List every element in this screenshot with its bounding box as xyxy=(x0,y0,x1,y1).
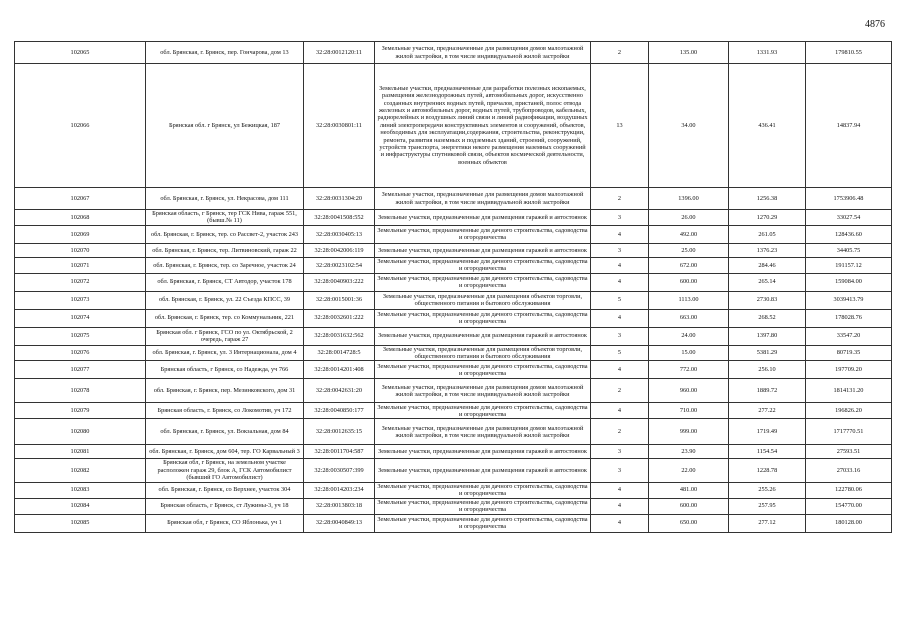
cadastral-number: 32:28:0040849:13 xyxy=(304,514,375,532)
address: Брянская обл. г Брянск, ул Бежицкая, 187 xyxy=(146,64,304,188)
land-use-description: Земельные участки, предназначенные для дачного строительства, садоводства и огородничества xyxy=(375,498,591,514)
land-use-description: Земельные участки, предназначенные для размещения гаражей и автостоянок xyxy=(375,445,591,459)
row-id: 102085 xyxy=(15,514,146,532)
cadastral-number: 32:28:0012635:15 xyxy=(304,419,375,445)
table-row xyxy=(15,361,892,379)
table-row xyxy=(15,309,892,327)
area: 25.00 xyxy=(649,243,729,257)
area: 600.00 xyxy=(649,498,729,514)
address: обл. Брянская, г. Брянск, дом 604, тер. ГО Карвальный 3 xyxy=(146,445,304,459)
row-id: 102083 xyxy=(15,482,146,498)
use-group: 3 xyxy=(591,445,649,459)
table-row xyxy=(15,403,892,419)
land-use-description: Земельные участки, предназначенные для размещения гаражей и автостоянок xyxy=(375,243,591,257)
cadastral-number: 32:28:0030405:13 xyxy=(304,225,375,243)
land-use-description: Земельные участки, предназначенные для размещения домов малоэтажной жилой застройки, в том числе индивидуальной жилой застройки xyxy=(375,42,591,64)
cadastral-value: 179810.55 xyxy=(806,42,892,64)
specific-value: 277.12 xyxy=(729,514,806,532)
use-group: 4 xyxy=(591,482,649,498)
cadastral-value: 178028.76 xyxy=(806,309,892,327)
specific-value: 1331.93 xyxy=(729,42,806,64)
cadastral-value: 34405.75 xyxy=(806,243,892,257)
use-group: 5 xyxy=(591,345,649,361)
area: 24.00 xyxy=(649,327,729,345)
area: 650.00 xyxy=(649,514,729,532)
use-group: 2 xyxy=(591,188,649,210)
row-id: 102065 xyxy=(15,42,146,64)
cadastral-value: 197709.20 xyxy=(806,361,892,379)
address: обл. Брянская, г. Брянск, пер. Гончарова, дом 13 xyxy=(146,42,304,64)
area: 15.00 xyxy=(649,345,729,361)
row-id: 102082 xyxy=(15,459,146,482)
address: обл. Брянская, г. Брянск, ул. Вокзальная, дом 84 xyxy=(146,419,304,445)
address: обл. Брянская, г. Брянск, тер. со Заречное, участок 24 xyxy=(146,257,304,273)
specific-value: 1154.54 xyxy=(729,445,806,459)
specific-value: 255.26 xyxy=(729,482,806,498)
cadastral-value: 1717770.51 xyxy=(806,419,892,445)
use-group: 3 xyxy=(591,459,649,482)
use-group: 4 xyxy=(591,498,649,514)
address: обл. Брянская, г. Брянск, ул. 3 Интернационала, дом 4 xyxy=(146,345,304,361)
land-use-description: Земельные участки, предназначенные для размещения гаражей и автостоянок xyxy=(375,459,591,482)
cadastral-number: 32:28:0014201:408 xyxy=(304,361,375,379)
specific-value: 265.14 xyxy=(729,273,806,291)
area: 23.90 xyxy=(649,445,729,459)
table-row xyxy=(15,210,892,226)
cadastral-number: 32:28:0014728:5 xyxy=(304,345,375,361)
row-id: 102072 xyxy=(15,273,146,291)
cadastral-value: 122780.06 xyxy=(806,482,892,498)
table-row xyxy=(15,445,892,459)
cadastral-value: 33547.20 xyxy=(806,327,892,345)
land-use-description: Земельные участки, предназначенные для дачного строительства, садоводства и огородничества xyxy=(375,273,591,291)
land-use-description: Земельные участки, предназначенные для размещения домов малоэтажной жилой застройки, в том числе индивидуальной жилой застройки xyxy=(375,419,591,445)
specific-value: 256.10 xyxy=(729,361,806,379)
specific-value: 1889.72 xyxy=(729,379,806,403)
cadastral-number: 32:28:0040850:177 xyxy=(304,403,375,419)
table-row xyxy=(15,64,892,188)
page-number: 4876 xyxy=(865,19,885,30)
cadastral-value: 3039413.79 xyxy=(806,291,892,309)
cadastral-number: 32:28:0030507:399 xyxy=(304,459,375,482)
area: 600.00 xyxy=(649,273,729,291)
cadastral-value: 180128.00 xyxy=(806,514,892,532)
cadastral-value: 128436.60 xyxy=(806,225,892,243)
address: Брянская область, г Брянск, со Надежда, уч 766 xyxy=(146,361,304,379)
land-use-description: Земельные участки, предназначенные для размещения объектов торговли, общественного питания и бытового обслуживания xyxy=(375,345,591,361)
use-group: 4 xyxy=(591,257,649,273)
address: Брянская область, г Брянск, тер ГСК Нива, гараж 551, (бывш.№ 11) xyxy=(146,210,304,226)
address: обл. Брянская, г. Брянск, ул. Некрасова, дом 111 xyxy=(146,188,304,210)
use-group: 2 xyxy=(591,42,649,64)
row-id: 102080 xyxy=(15,419,146,445)
cadastral-number: 32:28:0042006:119 xyxy=(304,243,375,257)
row-id: 102075 xyxy=(15,327,146,345)
cadastral-number: 32:28:0014203:234 xyxy=(304,482,375,498)
land-cadastral-table xyxy=(14,41,892,533)
specific-value: 1256.38 xyxy=(729,188,806,210)
land-use-description: Земельные участки, предназначенные для разработки полезных ископаемых, размещения железнодорожных путей, автомобильных дорог, искусственно созданных внутренних водных путей, причалов, пристаней, полос отвода железных и автомобильных дорог, водных путей, трубопроводов, кабельных, радиорелейных и воздушных линий связи и линий радиофикации, воздушных линий электропередачи конструктивных элементов и сооружений, объектов, необходимых для эксплуатации,содержания, строительства, реконструкции, ремонта, развития наземных и подземных зданий, строений, сооружений, устройств транспорта, энергетики некоге размещения наземных сооружений и инфраструктуры спутниковой связи, объектов космической деятельности, военных объектов xyxy=(375,64,591,188)
area: 772.00 xyxy=(649,361,729,379)
address: обл. Брянская, г. Брянск, со Верхнее, участок 304 xyxy=(146,482,304,498)
row-id: 102066 xyxy=(15,64,146,188)
table-row xyxy=(15,379,892,403)
area: 26.00 xyxy=(649,210,729,226)
area: 960.00 xyxy=(649,379,729,403)
address: обл. Брянская, г. Брянск, тер. со Коммунальник, 221 xyxy=(146,309,304,327)
cadastral-number: 32:28:0031304:20 xyxy=(304,188,375,210)
table-row xyxy=(15,257,892,273)
use-group: 3 xyxy=(591,327,649,345)
table-row xyxy=(15,498,892,514)
area: 135.00 xyxy=(649,42,729,64)
table-row xyxy=(15,459,892,482)
table-row xyxy=(15,188,892,210)
row-id: 102067 xyxy=(15,188,146,210)
row-id: 102078 xyxy=(15,379,146,403)
row-id: 102070 xyxy=(15,243,146,257)
address: Брянская область, г. Брянск, со Локомотив, уч 172 xyxy=(146,403,304,419)
cadastral-number: 32:28:0012120:11 xyxy=(304,42,375,64)
area: 663.00 xyxy=(649,309,729,327)
use-group: 4 xyxy=(591,403,649,419)
specific-value: 261.05 xyxy=(729,225,806,243)
address: обл. Брянская, г. Брянск, СТ Автодор, участок 178 xyxy=(146,273,304,291)
row-id: 102076 xyxy=(15,345,146,361)
land-use-description: Земельные участки, предназначенные для дачного строительства, садоводства и огородничества xyxy=(375,514,591,532)
table-row xyxy=(15,42,892,64)
row-id: 102073 xyxy=(15,291,146,309)
land-use-description: Земельные участки, предназначенные для размещения объектов торговли, общественного питания и бытового обслуживания xyxy=(375,291,591,309)
land-use-description: Земельные участки, предназначенные для размещения гаражей и автостоянок xyxy=(375,327,591,345)
cadastral-number: 32:28:0041508:552 xyxy=(304,210,375,226)
specific-value: 268.52 xyxy=(729,309,806,327)
row-id: 102079 xyxy=(15,403,146,419)
cadastral-number: 32:28:0013803:18 xyxy=(304,498,375,514)
table-row xyxy=(15,514,892,532)
specific-value: 1397.80 xyxy=(729,327,806,345)
area: 34.00 xyxy=(649,64,729,188)
row-id: 102069 xyxy=(15,225,146,243)
table-row xyxy=(15,345,892,361)
cadastral-value: 154770.00 xyxy=(806,498,892,514)
use-group: 2 xyxy=(591,419,649,445)
cadastral-value: 1814131.20 xyxy=(806,379,892,403)
cadastral-number: 32:28:0011704:587 xyxy=(304,445,375,459)
row-id: 102071 xyxy=(15,257,146,273)
address: Брянская обл, г Брянск, на земельном участке расположен гараж 29, блок А, ГСК Автомобилист (бывший ГО Автомобилист) xyxy=(146,459,304,482)
specific-value: 2730.83 xyxy=(729,291,806,309)
land-use-description: Земельные участки, предназначенные для дачного строительства, садоводства и огородничества xyxy=(375,257,591,273)
use-group: 4 xyxy=(591,309,649,327)
land-use-description: Земельные участки, предназначенные для дачного строительства, садоводства и огородничества xyxy=(375,225,591,243)
row-id: 102081 xyxy=(15,445,146,459)
row-id: 102074 xyxy=(15,309,146,327)
cadastral-number: 32:28:0040903:222 xyxy=(304,273,375,291)
cadastral-value: 27593.51 xyxy=(806,445,892,459)
table-row xyxy=(15,291,892,309)
cadastral-number: 32:28:0031632:562 xyxy=(304,327,375,345)
use-group: 13 xyxy=(591,64,649,188)
use-group: 5 xyxy=(591,291,649,309)
area: 1396.00 xyxy=(649,188,729,210)
cadastral-value: 33027.54 xyxy=(806,210,892,226)
cadastral-number: 32:28:0032601:222 xyxy=(304,309,375,327)
specific-value: 1719.49 xyxy=(729,419,806,445)
use-group: 4 xyxy=(591,273,649,291)
address: Брянская обл, г Брянск, СО Яблонька, уч 1 xyxy=(146,514,304,532)
land-use-description: Земельные участки, предназначенные для дачного строительства, садоводства и огородничества xyxy=(375,361,591,379)
land-use-description: Земельные участки, предназначенные для дачного строительства, садоводства и огородничества xyxy=(375,309,591,327)
cadastral-number: 32:28:0042631:20 xyxy=(304,379,375,403)
area: 1113.00 xyxy=(649,291,729,309)
specific-value: 1270.29 xyxy=(729,210,806,226)
land-use-description: Земельные участки, предназначенные для размещения домов малоэтажной жилой застройки, в том числе индивидуальной жилой застройки xyxy=(375,188,591,210)
area: 492.00 xyxy=(649,225,729,243)
land-use-description: Земельные участки, предназначенные для дачного строительства, садоводства и огородничества xyxy=(375,403,591,419)
cadastral-value: 14837.94 xyxy=(806,64,892,188)
specific-value: 277.22 xyxy=(729,403,806,419)
area: 672.00 xyxy=(649,257,729,273)
table-row xyxy=(15,273,892,291)
specific-value: 436.41 xyxy=(729,64,806,188)
specific-value: 1376.23 xyxy=(729,243,806,257)
table-row xyxy=(15,327,892,345)
use-group: 4 xyxy=(591,514,649,532)
use-group: 4 xyxy=(591,225,649,243)
specific-value: 284.46 xyxy=(729,257,806,273)
land-use-description: Земельные участки, предназначенные для размещения домов малоэтажной жилой застройки, в том числе индивидуальной жилой застройки xyxy=(375,379,591,403)
land-use-description: Земельные участки, предназначенные для размещения гаражей и автостоянок xyxy=(375,210,591,226)
cadastral-value: 196826.20 xyxy=(806,403,892,419)
use-group: 4 xyxy=(591,361,649,379)
cadastral-number: 32:28:0015001:36 xyxy=(304,291,375,309)
table-row xyxy=(15,225,892,243)
use-group: 3 xyxy=(591,243,649,257)
address: обл. Брянская, г. Брянск, ул. 22 Съезда КПСС, 39 xyxy=(146,291,304,309)
row-id: 102077 xyxy=(15,361,146,379)
row-id: 102068 xyxy=(15,210,146,226)
cadastral-number: 32:28:0030801:11 xyxy=(304,64,375,188)
cadastral-value: 80719.35 xyxy=(806,345,892,361)
cadastral-value: 27033.16 xyxy=(806,459,892,482)
area: 481.00 xyxy=(649,482,729,498)
cadastral-value: 1753906.48 xyxy=(806,188,892,210)
area: 22.00 xyxy=(649,459,729,482)
specific-value: 1228.78 xyxy=(729,459,806,482)
table-row xyxy=(15,419,892,445)
area: 710.00 xyxy=(649,403,729,419)
specific-value: 5381.29 xyxy=(729,345,806,361)
row-id: 102084 xyxy=(15,498,146,514)
specific-value: 257.95 xyxy=(729,498,806,514)
address: обл. Брянская, г. Брянск, тер. со Рассвет-2, участок 243 xyxy=(146,225,304,243)
address: обл. Брянская, г. Брянск, тер. Литвиновский, гараж 22 xyxy=(146,243,304,257)
cadastral-value: 191157.12 xyxy=(806,257,892,273)
cadastral-value: 159084.00 xyxy=(806,273,892,291)
cadastral-number: 32:28:0023102:54 xyxy=(304,257,375,273)
use-group: 3 xyxy=(591,210,649,226)
land-use-description: Земельные участки, предназначенные для дачного строительства, садоводства и огородничества xyxy=(375,482,591,498)
address: Брянская область, г Брянск, ст Лужины-3, уч 18 xyxy=(146,498,304,514)
address: обл. Брянская, г. Брянск, пер. Мезинковского, дом 31 xyxy=(146,379,304,403)
use-group: 2 xyxy=(591,379,649,403)
area: 999.00 xyxy=(649,419,729,445)
table-row xyxy=(15,482,892,498)
address: Брянская обл. г Брянск, ГСО по ул. Октябрьской, 2 очередь, гараж 27 xyxy=(146,327,304,345)
table-row xyxy=(15,243,892,257)
